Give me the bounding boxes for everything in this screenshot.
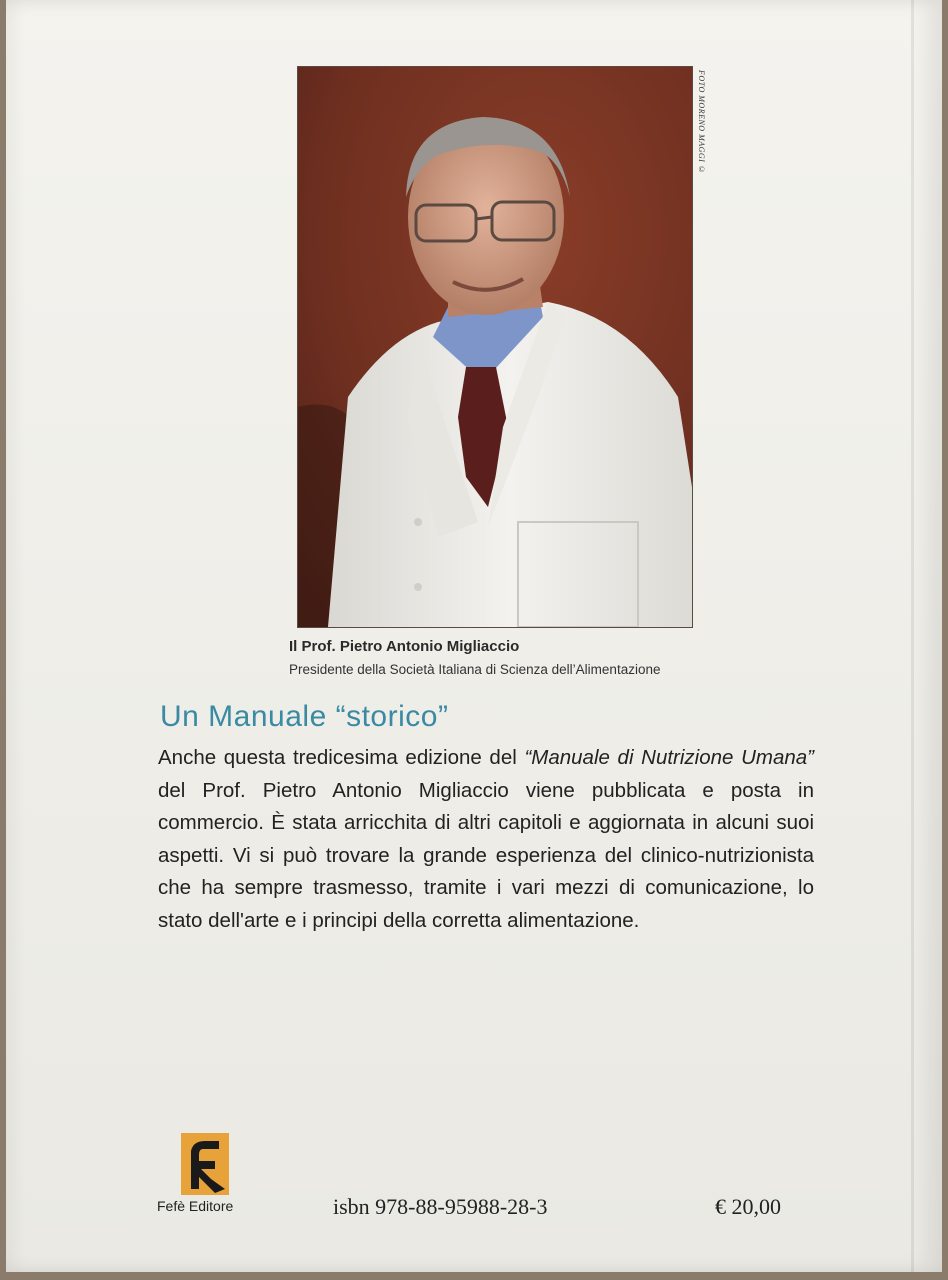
book-title: “Manuale di Nutrizione Umana” — [524, 746, 814, 769]
publisher-name: Fefè Editore — [157, 1198, 234, 1214]
description-paragraph — [158, 742, 814, 938]
isbn-number: isbn 978-88-95988-28-3 — [333, 1194, 548, 1219]
author-name-caption: Il Prof. Pietro Antonio Migliaccio — [289, 638, 520, 655]
author-role-caption: Presidente della Società Italiana di Scienza dell’Alimentazione — [289, 662, 661, 677]
book-price: € 20,00 — [715, 1194, 781, 1219]
cover-fold-line — [911, 0, 914, 1272]
back-cover — [6, 0, 942, 1272]
author-portrait-illustration — [298, 67, 692, 627]
section-title: Un Manuale “storico” — [160, 700, 449, 733]
description-text-before: Anche questa tredicesima edizione del — [158, 746, 525, 769]
description-text-after: del Prof. Pietro Antonio Migliaccio viene pubblicata e posta in commercio. È stata arricchita di altri capitoli e aggiornata in alcuni suoi aspetti. Vi si può trovare la grande esperienza del clinico-nutrizionista che ha sempre trasmesso, tramite i vari mezzi di comunicazione, lo stato dell'arte e i principi della corretta alimentazione. — [158, 778, 814, 932]
publisher-logo-icon — [181, 1133, 229, 1195]
photo-credit: FOTO MORENO MAGGI © — [697, 70, 706, 175]
author-photo — [297, 66, 693, 628]
